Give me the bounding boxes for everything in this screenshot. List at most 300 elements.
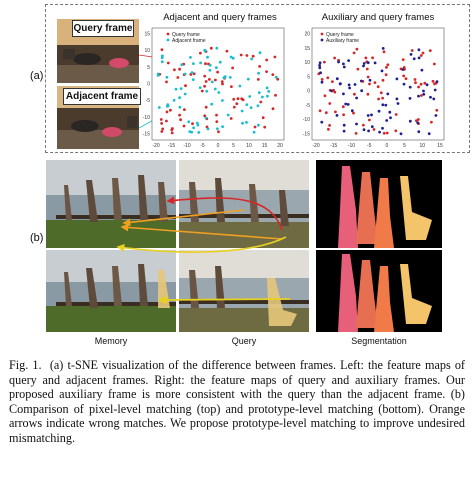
reference-point	[389, 116, 392, 119]
query-point	[342, 113, 345, 116]
reference-point	[363, 62, 366, 65]
legend-label-query: Query frame	[326, 32, 354, 38]
query-point	[265, 59, 268, 62]
query-point	[385, 73, 388, 76]
reference-point	[266, 95, 269, 98]
query-point	[232, 98, 235, 101]
query-point	[274, 56, 277, 59]
reference-point	[227, 114, 230, 117]
reference-point	[184, 73, 187, 76]
reference-point	[215, 47, 218, 50]
reference-point	[209, 69, 212, 72]
query-point	[258, 65, 261, 68]
reference-point	[318, 64, 321, 67]
reference-point	[173, 99, 176, 102]
reference-point	[206, 56, 209, 59]
arrow-orange-1	[124, 210, 244, 223]
query-point	[178, 68, 181, 71]
reference-point	[363, 128, 366, 131]
query-point	[321, 78, 324, 81]
query-point	[203, 75, 206, 78]
reference-point	[403, 83, 406, 86]
query-point	[240, 54, 243, 57]
reference-point	[384, 104, 387, 107]
query-point	[272, 107, 275, 110]
panel-label-a: (a)	[30, 70, 44, 82]
query-point	[333, 57, 336, 60]
query-point	[274, 94, 277, 97]
reference-point	[367, 61, 370, 64]
x-tick-label: -20	[312, 143, 320, 149]
scatter-plot-auxiliary	[298, 26, 448, 151]
y-tick-label: 5	[147, 64, 150, 71]
reference-point	[241, 122, 244, 125]
reference-point	[210, 103, 213, 106]
reference-point	[250, 58, 253, 61]
query-point	[414, 78, 417, 81]
query-point	[201, 90, 204, 93]
arrow-yellow-bottom	[160, 299, 290, 300]
reference-point	[205, 90, 208, 93]
query-point	[430, 121, 433, 124]
reference-point	[219, 61, 222, 64]
reference-point	[362, 65, 365, 68]
query-point	[262, 116, 265, 119]
reference-point	[422, 90, 425, 93]
y-tick-label: 0	[147, 81, 150, 88]
reference-point	[410, 53, 413, 56]
reference-point	[207, 128, 210, 131]
query-point	[386, 132, 389, 135]
reference-point	[343, 124, 346, 127]
reference-point	[417, 95, 420, 98]
query-point	[165, 120, 168, 123]
query-point	[226, 50, 229, 53]
legend-label-query: Query frame	[172, 32, 200, 38]
reference-point	[211, 81, 214, 84]
query-point	[179, 118, 182, 121]
column-label-memory: Memory	[94, 336, 128, 346]
reference-point	[319, 71, 322, 74]
reference-point	[166, 76, 169, 79]
query-point	[235, 102, 238, 105]
query-point	[184, 84, 187, 87]
query-point	[160, 118, 163, 121]
query-point	[432, 80, 435, 83]
reference-point	[428, 132, 431, 135]
query-point	[210, 47, 213, 50]
reference-point	[253, 131, 256, 134]
reference-point	[343, 130, 346, 133]
query-point	[265, 70, 268, 73]
reference-point	[190, 131, 193, 134]
reference-point	[385, 119, 388, 122]
y-tick-label: -5	[305, 102, 310, 109]
reference-point	[409, 86, 412, 89]
query-point	[386, 63, 389, 66]
legend-marker-query	[321, 33, 324, 36]
plot-title-auxiliary: Auxiliary and query frames	[321, 12, 435, 23]
reference-point	[215, 66, 218, 69]
query-point	[435, 109, 438, 112]
adjacent-frame-label: Adjacent frame	[63, 88, 141, 105]
query-point	[357, 68, 360, 71]
query-point	[352, 112, 355, 115]
y-tick-label: -15	[302, 131, 310, 138]
arrow-orange-2	[122, 227, 282, 239]
reference-point	[232, 57, 235, 60]
query-point	[237, 97, 240, 100]
reference-point	[336, 114, 339, 117]
reference-point	[216, 127, 219, 130]
query-point	[405, 77, 408, 80]
query-point	[166, 111, 169, 114]
figure-caption	[9, 358, 465, 446]
query-point	[183, 108, 186, 111]
reference-point	[422, 93, 425, 96]
reference-point	[204, 50, 207, 53]
query-point	[230, 85, 233, 88]
reference-point	[381, 127, 384, 130]
reference-point	[351, 109, 354, 112]
reference-point	[378, 110, 381, 113]
reference-point	[266, 87, 269, 90]
query-point	[373, 128, 376, 131]
reference-point	[158, 106, 161, 109]
query-point	[205, 80, 208, 83]
reference-point	[178, 96, 181, 99]
query-point	[240, 97, 243, 100]
query-point	[216, 71, 219, 74]
reference-point	[355, 97, 358, 100]
x-tick-label: -15	[330, 143, 338, 149]
reference-point	[189, 56, 192, 59]
reference-point	[400, 132, 403, 135]
reference-point	[429, 96, 432, 99]
x-tick-label: -15	[167, 143, 176, 149]
reference-point	[191, 71, 194, 74]
x-tick-label: -10	[183, 143, 191, 149]
query-point	[383, 50, 386, 53]
x-tick-label: 15	[437, 143, 443, 149]
reference-point	[275, 76, 278, 79]
x-tick-label: 0	[216, 143, 220, 149]
x-tick-label: -20	[152, 143, 160, 149]
query-point	[385, 66, 388, 69]
reference-point	[397, 102, 400, 105]
reference-point	[348, 84, 351, 87]
reference-point	[386, 93, 389, 96]
query-point	[327, 128, 330, 131]
reference-point	[360, 89, 363, 92]
query-point	[374, 81, 377, 84]
reference-point	[348, 87, 351, 90]
query-point	[342, 105, 345, 108]
reference-point	[367, 114, 370, 117]
reference-point	[192, 62, 195, 65]
query-point	[420, 54, 423, 57]
query-point	[353, 93, 356, 96]
query-point	[173, 68, 176, 71]
caption-lead: Fig. 1.	[9, 358, 42, 372]
query-point	[433, 63, 436, 66]
reference-point	[367, 130, 370, 133]
reference-point	[374, 62, 377, 65]
reference-point	[247, 78, 250, 81]
reference-point	[381, 70, 384, 73]
reference-point	[388, 111, 391, 114]
query-point	[422, 52, 425, 55]
y-tick-label: -15	[142, 131, 150, 138]
y-tick-label: 10	[304, 60, 310, 67]
query-point	[170, 128, 173, 131]
query-frame-label: Query frame	[72, 20, 134, 37]
reference-point	[161, 60, 164, 63]
query-point	[368, 83, 371, 86]
query-point	[191, 122, 194, 125]
reference-point	[378, 131, 381, 134]
query-point	[377, 85, 380, 88]
caption-body: (a) t-SNE visualization of the difference between frames. Left: the feature maps of query and adjacent frames. Right: the feature maps of query and auxiliary frames. Our proposed auxiliary frame is more consistent with the query than the adjacent frame. (b) Comparison of pixel-level matching (top) and prototype-level matching (bottom). Orange arrows indicate wrong matches. We propose prototype-level matching to improve undesired mismatching.	[9, 358, 465, 445]
reference-point	[197, 131, 200, 134]
reference-point	[342, 63, 345, 66]
reference-point	[199, 62, 202, 65]
y-tick-label: 15	[144, 31, 150, 38]
query-point	[204, 62, 207, 65]
reference-point	[330, 90, 333, 93]
query-point	[323, 61, 326, 64]
query-point	[328, 102, 331, 105]
legend-marker-adjacent	[167, 39, 170, 42]
reference-point	[336, 77, 339, 80]
reference-point	[413, 57, 416, 60]
reference-point	[402, 68, 405, 71]
reference-point	[435, 114, 438, 117]
y-tick-label: 0	[307, 88, 310, 95]
y-tick-label: 10	[144, 48, 150, 55]
reference-point	[229, 76, 232, 79]
plot-title-adjacent: Adjacent and query frames	[163, 12, 277, 23]
reference-point	[360, 80, 363, 83]
reference-point	[318, 66, 321, 69]
reference-point	[426, 83, 429, 86]
query-point	[380, 91, 383, 94]
x-tick-label: 0	[385, 143, 389, 149]
query-point	[183, 125, 186, 128]
query-point	[411, 49, 414, 52]
query-point	[353, 52, 356, 55]
query-point	[334, 111, 337, 114]
reference-point	[396, 98, 399, 101]
query-point	[199, 52, 202, 55]
reference-point	[241, 110, 244, 113]
legend-label-adjacent: Adjacent frame	[172, 38, 206, 44]
query-point	[381, 97, 384, 100]
reference-point	[175, 88, 178, 91]
query-point	[368, 119, 371, 122]
query-point	[257, 78, 260, 81]
reference-point	[343, 66, 346, 69]
reference-point	[196, 122, 199, 125]
x-tick-label: 10	[419, 143, 426, 149]
query-point	[414, 81, 417, 84]
query-point	[215, 120, 218, 123]
query-point	[160, 130, 163, 133]
reference-point	[179, 106, 182, 109]
reference-point	[434, 89, 437, 92]
reference-point	[347, 103, 350, 106]
x-tick-label: 5	[403, 143, 406, 149]
query-point	[383, 132, 386, 135]
reference-point	[370, 114, 373, 117]
reference-point	[217, 91, 220, 94]
reference-point	[344, 103, 347, 106]
reference-point	[166, 103, 169, 106]
query-point	[167, 62, 170, 65]
query-point	[161, 128, 164, 131]
query-point	[377, 98, 380, 101]
reference-point	[321, 81, 324, 84]
reference-point	[224, 75, 227, 78]
reference-point	[421, 69, 424, 72]
x-tick-label: 5	[232, 143, 235, 149]
y-tick-label: 15	[304, 45, 310, 52]
query-point	[230, 117, 233, 120]
query-point	[333, 91, 336, 94]
column-label-segmentation: Segmentation	[351, 336, 407, 346]
query-point	[367, 76, 370, 79]
panel-label-b: (b)	[30, 232, 44, 244]
query-point	[367, 93, 370, 96]
reference-point	[418, 48, 421, 51]
query-point	[420, 83, 423, 86]
query-point	[176, 76, 179, 79]
query-point	[217, 130, 220, 133]
query-point	[402, 75, 405, 78]
query-point	[233, 106, 236, 109]
reference-point	[248, 95, 251, 98]
x-tick-label: -5	[200, 143, 205, 149]
reference-point	[187, 120, 190, 123]
query-point	[394, 129, 397, 132]
reference-point	[396, 78, 399, 81]
reference-point	[319, 61, 322, 64]
x-tick-label: -5	[366, 143, 372, 149]
reference-point	[369, 79, 372, 82]
query-point	[429, 49, 432, 52]
query-point	[328, 124, 331, 127]
reference-point	[180, 63, 183, 66]
query-point	[208, 78, 211, 81]
query-point	[423, 82, 426, 85]
reference-point	[192, 126, 195, 129]
reference-point	[337, 61, 340, 64]
query-point	[161, 48, 164, 51]
y-tick-label: 20	[304, 31, 310, 38]
query-point	[215, 114, 218, 117]
query-point	[362, 124, 365, 127]
query-point	[165, 81, 168, 84]
reference-point	[157, 73, 160, 76]
reference-point	[339, 83, 342, 86]
query-point	[254, 126, 257, 129]
query-point	[178, 114, 181, 117]
reference-point	[245, 121, 248, 124]
arrow-yellow-top	[118, 237, 286, 252]
query-point	[402, 58, 405, 61]
query-point	[169, 109, 172, 112]
reference-point	[257, 104, 260, 107]
query-point	[325, 111, 328, 114]
query-point	[263, 126, 266, 129]
reference-point	[259, 51, 262, 54]
reference-point	[257, 72, 260, 75]
y-tick-label: -10	[302, 117, 310, 124]
query-point	[259, 101, 262, 104]
query-point	[231, 67, 234, 70]
reference-point	[258, 91, 261, 94]
query-point	[365, 57, 368, 60]
query-point	[331, 80, 334, 83]
query-point	[171, 132, 174, 135]
query-point	[324, 94, 327, 97]
reference-point	[192, 78, 195, 81]
reference-point	[239, 85, 242, 88]
query-point	[203, 85, 206, 88]
reference-point	[416, 121, 419, 124]
legend	[321, 32, 360, 44]
legend-marker-query	[167, 33, 170, 36]
reference-point	[432, 98, 435, 101]
reference-point	[371, 125, 374, 128]
query-point	[417, 86, 420, 89]
reference-point	[221, 99, 224, 102]
x-tick-label: -10	[347, 143, 356, 149]
reference-point	[354, 83, 357, 86]
reference-point	[199, 86, 202, 89]
reference-point	[184, 93, 187, 96]
reference-point	[250, 106, 253, 109]
query-point	[221, 80, 224, 83]
query-point	[366, 68, 369, 71]
reference-point	[209, 64, 212, 67]
column-label-query: Query	[231, 336, 257, 346]
query-point	[252, 55, 255, 58]
query-point	[205, 106, 208, 109]
reference-point	[161, 55, 164, 58]
query-point	[355, 132, 358, 135]
query-point	[356, 48, 359, 51]
reference-point	[267, 90, 270, 93]
legend-marker-auxiliary	[321, 39, 324, 42]
x-tick-label: 15	[261, 143, 268, 149]
reference-point	[409, 120, 412, 123]
query-point	[371, 56, 374, 59]
reference-point	[381, 103, 384, 106]
query-point	[382, 79, 385, 82]
y-tick-label: 5	[307, 74, 310, 81]
y-tick-label: -10	[142, 114, 150, 121]
query-point	[214, 79, 217, 82]
query-point	[246, 54, 249, 57]
reference-point	[418, 57, 421, 60]
reference-point	[257, 124, 260, 127]
query-point	[160, 122, 163, 125]
query-point	[326, 76, 329, 79]
matching-arrows	[0, 155, 474, 336]
reference-point	[214, 88, 217, 91]
reference-point	[342, 93, 345, 96]
